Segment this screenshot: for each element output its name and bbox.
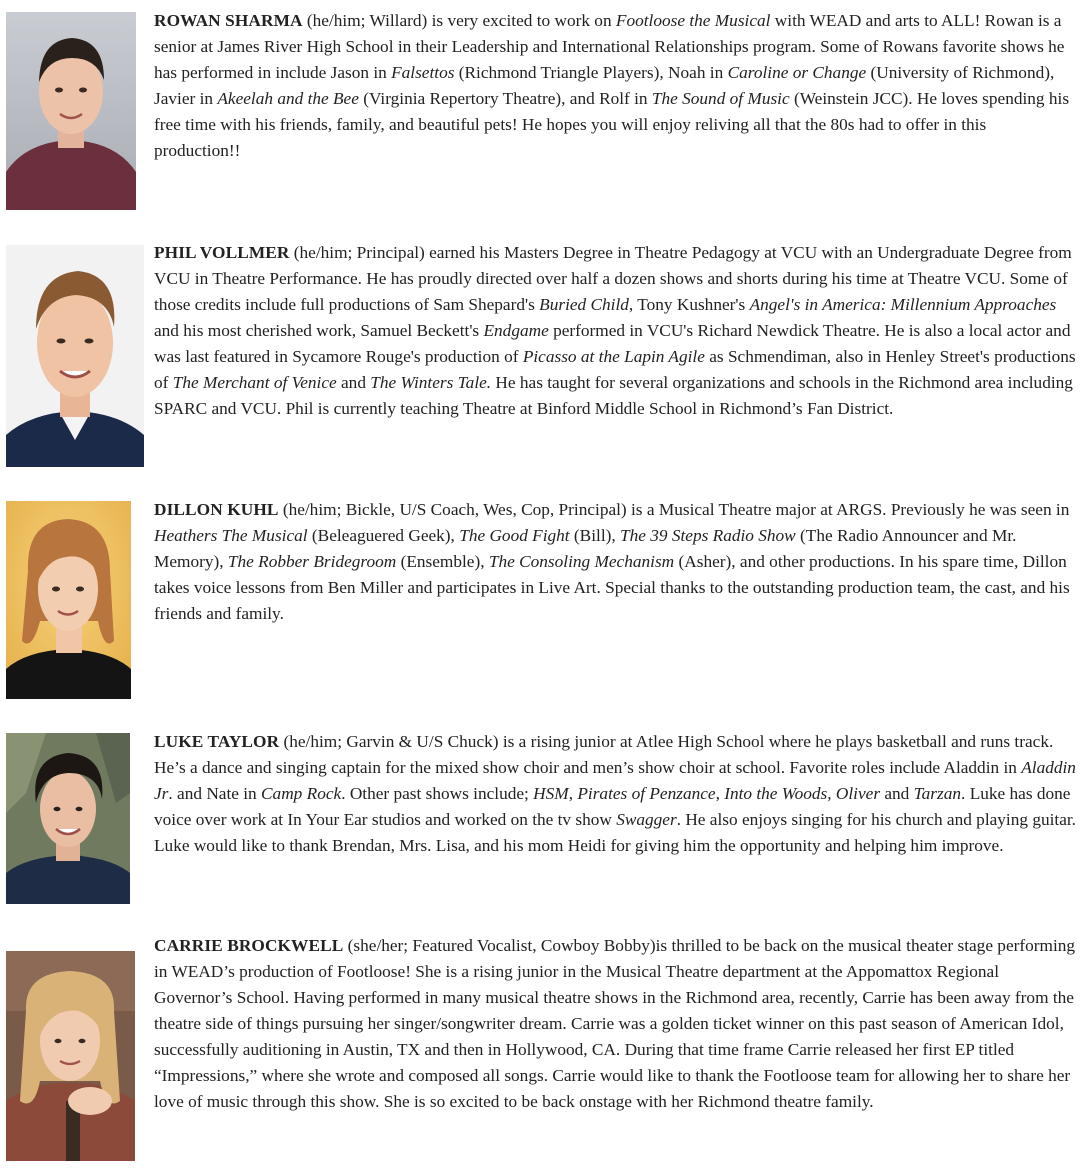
bio-segment: (Richmond Triangle Players), Noah in [454,63,728,82]
headshot-photo [6,733,130,904]
bio-segment: and [880,784,914,803]
bio-segment: with WEAD and arts to ALL! Rowan is a senior at James River High School in their Leadership and International Relationships program. Some of Rowans favorite shows he has performed in include Jason in [154,11,1065,82]
bio-segment: , [715,784,725,803]
bio-text [154,933,1076,1115]
bio-segment: (Asher), and other productions. In his spare time, Dillon takes voice lessons from Ben Miller and participates in Live Art. Special thanks to the outstanding production team, the cast, and his friends and family. [154,552,1070,623]
show-title: Pirates of Penzance [577,784,716,803]
headshot-photo [6,245,144,467]
show-title: Oliver [835,784,881,803]
bio-segment: (Weinstein JCC). He loves spending his free time with his friends, family, and beautiful pets! He hopes you will enjoy reliving all that the 80s had to offer in this production!! [154,89,1070,160]
bio-segment: , [568,784,578,803]
bio-text [154,8,1076,164]
bio-segment: He has taught for several organizations and schools in the Richmond area including SPARC and VCU. Phil is currently teaching Theatre at Binford Middle School in Richmond’s Fan District. [154,373,1073,418]
performer-name: CARRIE BROCKWELL [154,936,344,955]
show-title: Falsettos [391,63,455,82]
bio-segment: (Beleaguered Geek), [307,526,460,545]
bio-segment: (Ensemble), [396,552,489,571]
show-title: Aladdin Jr [154,758,1076,803]
bio-segment: , [827,784,836,803]
performer-name: DILLON KUHL [154,500,279,519]
bio-text [154,729,1076,859]
show-title: Akeelah and the Bee [217,89,359,108]
bio-segment: and [336,373,371,392]
show-title: The Consoling Mechanism [488,552,675,571]
bio-segment: (he/him; Principal) earned his Masters Degree in Theatre Pedagogy at VCU with an Undergraduate Degree from VCU in Theatre Performance. He has proudly directed over half a dozen shows and shorts during his time at Theatre VCU. Some of those credits include full productions of Sam Shepard's [154,243,1072,314]
bio-text [154,240,1076,422]
bio-segment: performed in VCU's Richard Newdick Theatre. He is also a local actor and was last featured in Sycamore Rouge's production of [154,321,1071,366]
show-title: Caroline or Change [727,63,867,82]
bio-segment: . He also enjoys singing for his church and playing guitar. Luke would like to thank Brendan, Mrs. Lisa, and his mom Heidi for giving him the opportunity and helping him improve. [154,810,1077,855]
show-title: The Merchant of Venice [172,373,337,392]
bio-segment: , Tony Kushner's [628,295,750,314]
show-title: Heathers The Musical [154,526,308,545]
bio-segment: . Luke has done voice over work at In Your Ear studios and worked on the tv show [154,784,1071,829]
show-title: Camp Rock [261,784,342,803]
bio-segment: as Schmendiman, also in Henley Street's productions of [154,347,1076,392]
bio-segment: (Virginia Repertory Theatre), and Rolf in [358,89,652,108]
show-title: Picasso at the Lapin Agile [522,347,705,366]
performer-name: LUKE TAYLOR [154,732,280,751]
bio-segment: . Other past shows include; [341,784,534,803]
show-title: The Winters Tale. [370,373,492,392]
bio-segment: (Bill), [569,526,621,545]
bio-segment: (he/him; Willard) is very excited to work on [302,11,616,30]
show-title: Into the Woods [724,784,828,803]
bio-segment: (University of Richmond), Javier in [154,63,1055,108]
show-title: The 39 Steps Radio Show [620,526,796,545]
bio-segment: and his most cherished work, Samuel Beckett's [154,321,484,340]
headshot-photo [6,12,136,210]
bio-segment: (she/her; Featured Vocalist, Cowboy Bobby)is thrilled to be back on the musical theater stage performing in WEAD’s production of Footloose! She is a rising junior in the Musical Theatre department at the Appomattox Regional Governor’s School. Having performed in many musical theatre shows in the Richmond area, recently, Carrie has been away from the theatre side of things pursuing her singer/songwriter dream. Carrie was a golden ticket winner on this past season of American Idol, successfully auditioning in Austin, TX and then in Hollywood, CA. During that time frame Carrie released her first EP titled “Impressions,” where she wrote and composed all songs. Carrie would like to thank the Footloose team for allowing her to share her love of music through this show. She is so excited to be back onstage with her Richmond theatre family. [154,936,1076,1111]
bio-segment: (he/him; Garvin & U/S Chuck) is a rising junior at Atlee High School where he plays basketball and runs track. He’s a dance and singing captain for the mixed show choir and men’s show choir at school. Favorite roles include Aladdin in [154,732,1054,777]
show-title: Angel's in America: Millennium Approaches [749,295,1057,314]
bio-text [154,497,1076,627]
performer-name: PHIL VOLLMER [154,243,290,262]
show-title: Footloose the Musical [615,11,771,30]
performer-name: ROWAN SHARMA [154,11,303,30]
bio-segment: (The Radio Announcer and Mr. Memory), [154,526,1017,571]
show-title: HSM [533,784,569,803]
show-title: The Sound of Music [651,89,790,108]
show-title: Swagger [616,810,677,829]
show-title: Tarzan [913,784,962,803]
show-title: The Robber Bridegroom [227,552,397,571]
show-title: Endgame [483,321,549,340]
show-title: Buried Child [539,295,629,314]
headshot-photo [6,501,131,699]
bio-segment: . and Nate in [168,784,262,803]
show-title: The Good Fight [459,526,570,545]
bio-segment: (he/him; Bickle, U/S Coach, Wes, Cop, Principal) is a Musical Theatre major at ARGS. Previously he was seen in [278,500,1070,519]
headshot-photo [6,951,135,1161]
